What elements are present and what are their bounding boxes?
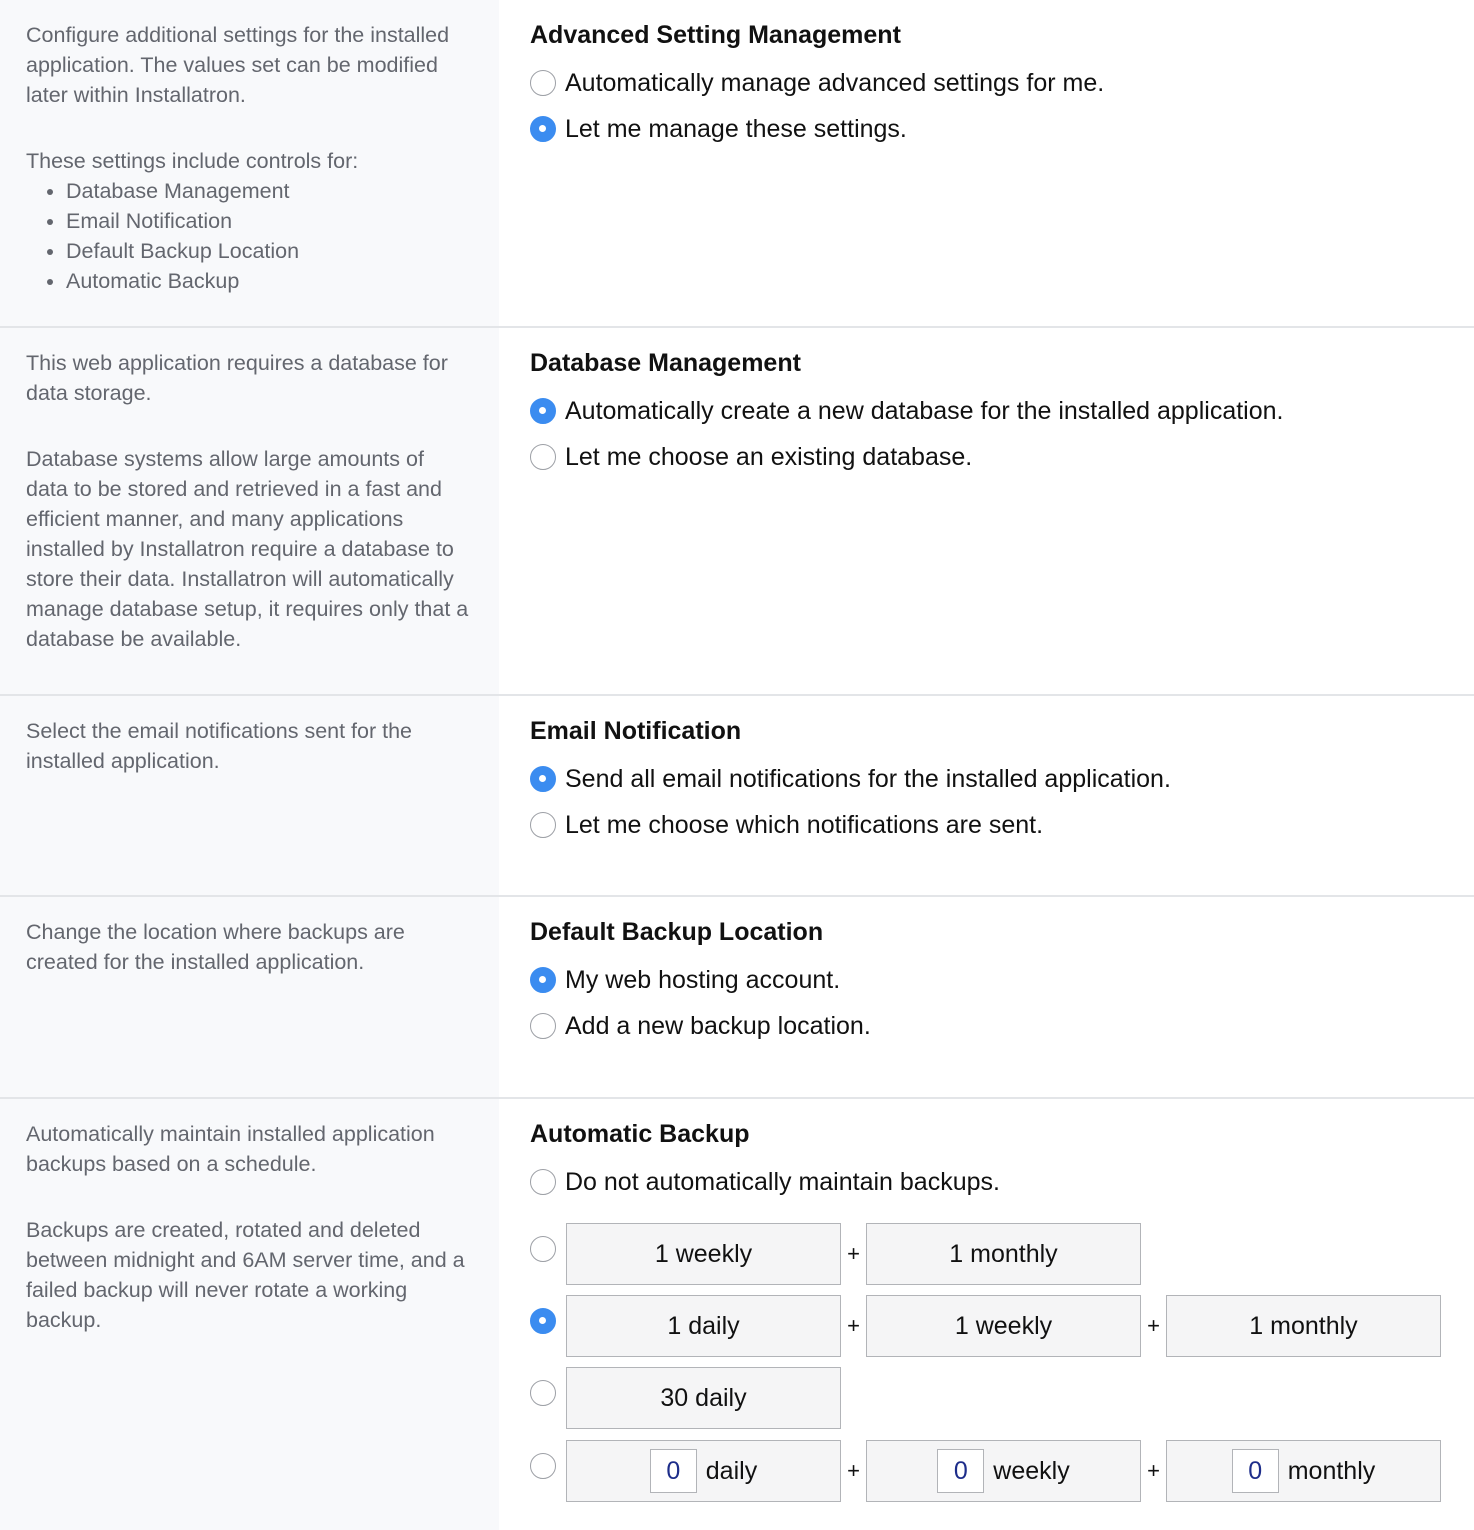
plus-sign: + — [1147, 1458, 1160, 1483]
database-details: Database systems allow large amounts of data to be stored and retrieved in a fast and efficient manner, and many applications installed by Installatron require a database to store their data. Installatron will automatically manage database setup, it requires only that a database be available. — [26, 447, 469, 651]
advanced-settings-options — [499, 0, 1474, 326]
option-label: Let me manage these settings. — [565, 114, 907, 143]
option-label: Automatically manage advanced settings for me. — [565, 68, 1105, 97]
option-label: Do not automatically maintain backups. — [565, 1167, 1000, 1196]
schedule-box[interactable]: 30 daily — [566, 1367, 841, 1429]
controls-heading: These settings include controls for: — [26, 149, 359, 173]
automatic-backup-details: Backups are created, rotated and deleted between midnight and 6AM server time, and a failed backup will never rotate a working backup. — [26, 1218, 465, 1332]
automatic-backup-section — [0, 1099, 1474, 1530]
database-intro: This web application requires a database for data storage. — [26, 351, 448, 405]
controls-list-item: • Database Management — [66, 176, 469, 206]
custom-daily-box — [566, 1440, 841, 1502]
automatic-backup-description — [0, 1099, 499, 1530]
schedule-option-weekly-monthly[interactable] — [530, 1223, 1150, 1285]
controls-list-item: • Automatic Backup — [66, 266, 469, 296]
schedule-option-30-daily[interactable] — [530, 1367, 850, 1429]
radio-button[interactable] — [530, 70, 556, 96]
schedule-box[interactable]: 1 weekly — [566, 1223, 841, 1285]
database-description — [0, 328, 499, 694]
backup-location-description — [0, 897, 499, 1097]
no-backup-option[interactable] — [530, 1167, 1474, 1197]
auto-manage-option[interactable] — [530, 68, 1474, 98]
monthly-label: monthly — [1287, 1456, 1376, 1485]
automatic-backup-intro: Automatically maintain installed application backups based on a schedule. — [26, 1122, 435, 1176]
daily-label: daily — [705, 1456, 758, 1485]
advanced-settings-intro: Configure additional settings for the installed application. The values set can be modified later within Installatron. — [26, 23, 450, 107]
choose-notifications-option[interactable] — [530, 810, 1474, 840]
option-label: Automatically create a new database for the installed application. — [565, 396, 1284, 425]
daily-count-input[interactable] — [650, 1449, 697, 1493]
radio-button[interactable] — [530, 116, 556, 142]
new-location-option[interactable] — [530, 1011, 1474, 1041]
custom-weekly-box — [866, 1440, 1141, 1502]
schedule-box[interactable]: 1 weekly — [866, 1295, 1141, 1357]
section-title: Default Backup Location — [530, 918, 824, 946]
radio-button[interactable] — [530, 1380, 556, 1406]
schedule-box[interactable]: 1 daily — [566, 1295, 841, 1357]
radio-button[interactable] — [530, 444, 556, 470]
email-description — [0, 696, 499, 895]
email-section — [0, 696, 1474, 897]
plus-sign: + — [847, 1313, 860, 1338]
create-database-option[interactable] — [530, 396, 1474, 426]
controls-list — [26, 176, 469, 296]
section-title: Database Management — [530, 349, 801, 377]
controls-list-item: • Default Backup Location — [66, 236, 469, 266]
radio-button[interactable] — [530, 766, 556, 792]
hosting-account-option[interactable] — [530, 965, 1474, 995]
plus-sign: + — [847, 1241, 860, 1266]
email-intro: Select the email notifications sent for the installed application. — [26, 719, 413, 773]
weekly-label: weekly — [993, 1456, 1070, 1485]
database-options — [499, 328, 1474, 694]
database-section — [0, 328, 1474, 696]
schedule-box[interactable]: 1 monthly — [1166, 1295, 1441, 1357]
option-label: Let me choose an existing database. — [565, 442, 973, 471]
custom-monthly-box — [1166, 1440, 1441, 1502]
radio-button[interactable] — [530, 1308, 556, 1334]
plus-sign: + — [847, 1458, 860, 1483]
monthly-count-input[interactable] — [1232, 1449, 1279, 1493]
advanced-settings-section — [0, 0, 1474, 328]
radio-button[interactable] — [530, 967, 556, 993]
advanced-settings-description — [0, 0, 499, 326]
weekly-count-input[interactable] — [937, 1449, 984, 1493]
backup-location-section — [0, 897, 1474, 1099]
schedule-box[interactable]: 1 monthly — [866, 1223, 1141, 1285]
existing-database-option[interactable] — [530, 442, 1474, 472]
option-label: Let me choose which notifications are sent. — [565, 810, 1044, 839]
manual-manage-option[interactable] — [530, 114, 1474, 144]
radio-button[interactable] — [530, 1236, 556, 1262]
backup-location-intro: Change the location where backups are created for the installed application. — [26, 920, 405, 974]
schedule-option-daily-weekly-monthly[interactable] — [530, 1295, 1450, 1357]
radio-button[interactable] — [530, 812, 556, 838]
section-title: Advanced Setting Management — [530, 21, 901, 49]
schedule-option-custom[interactable] — [530, 1440, 1450, 1502]
radio-button[interactable] — [530, 398, 556, 424]
radio-button[interactable] — [530, 1169, 556, 1195]
radio-button[interactable] — [530, 1453, 556, 1479]
radio-button[interactable] — [530, 1013, 556, 1039]
section-title: Automatic Backup — [530, 1120, 750, 1148]
email-options — [499, 696, 1474, 895]
option-label: Send all email notifications for the installed application. — [565, 764, 1171, 793]
section-title: Email Notification — [530, 717, 742, 745]
option-label: My web hosting account. — [565, 965, 841, 994]
all-notifications-option[interactable] — [530, 764, 1474, 794]
option-label: Add a new backup location. — [565, 1011, 871, 1040]
plus-sign: + — [1147, 1313, 1160, 1338]
backup-location-options — [499, 897, 1474, 1097]
controls-list-item: • Email Notification — [66, 206, 469, 236]
